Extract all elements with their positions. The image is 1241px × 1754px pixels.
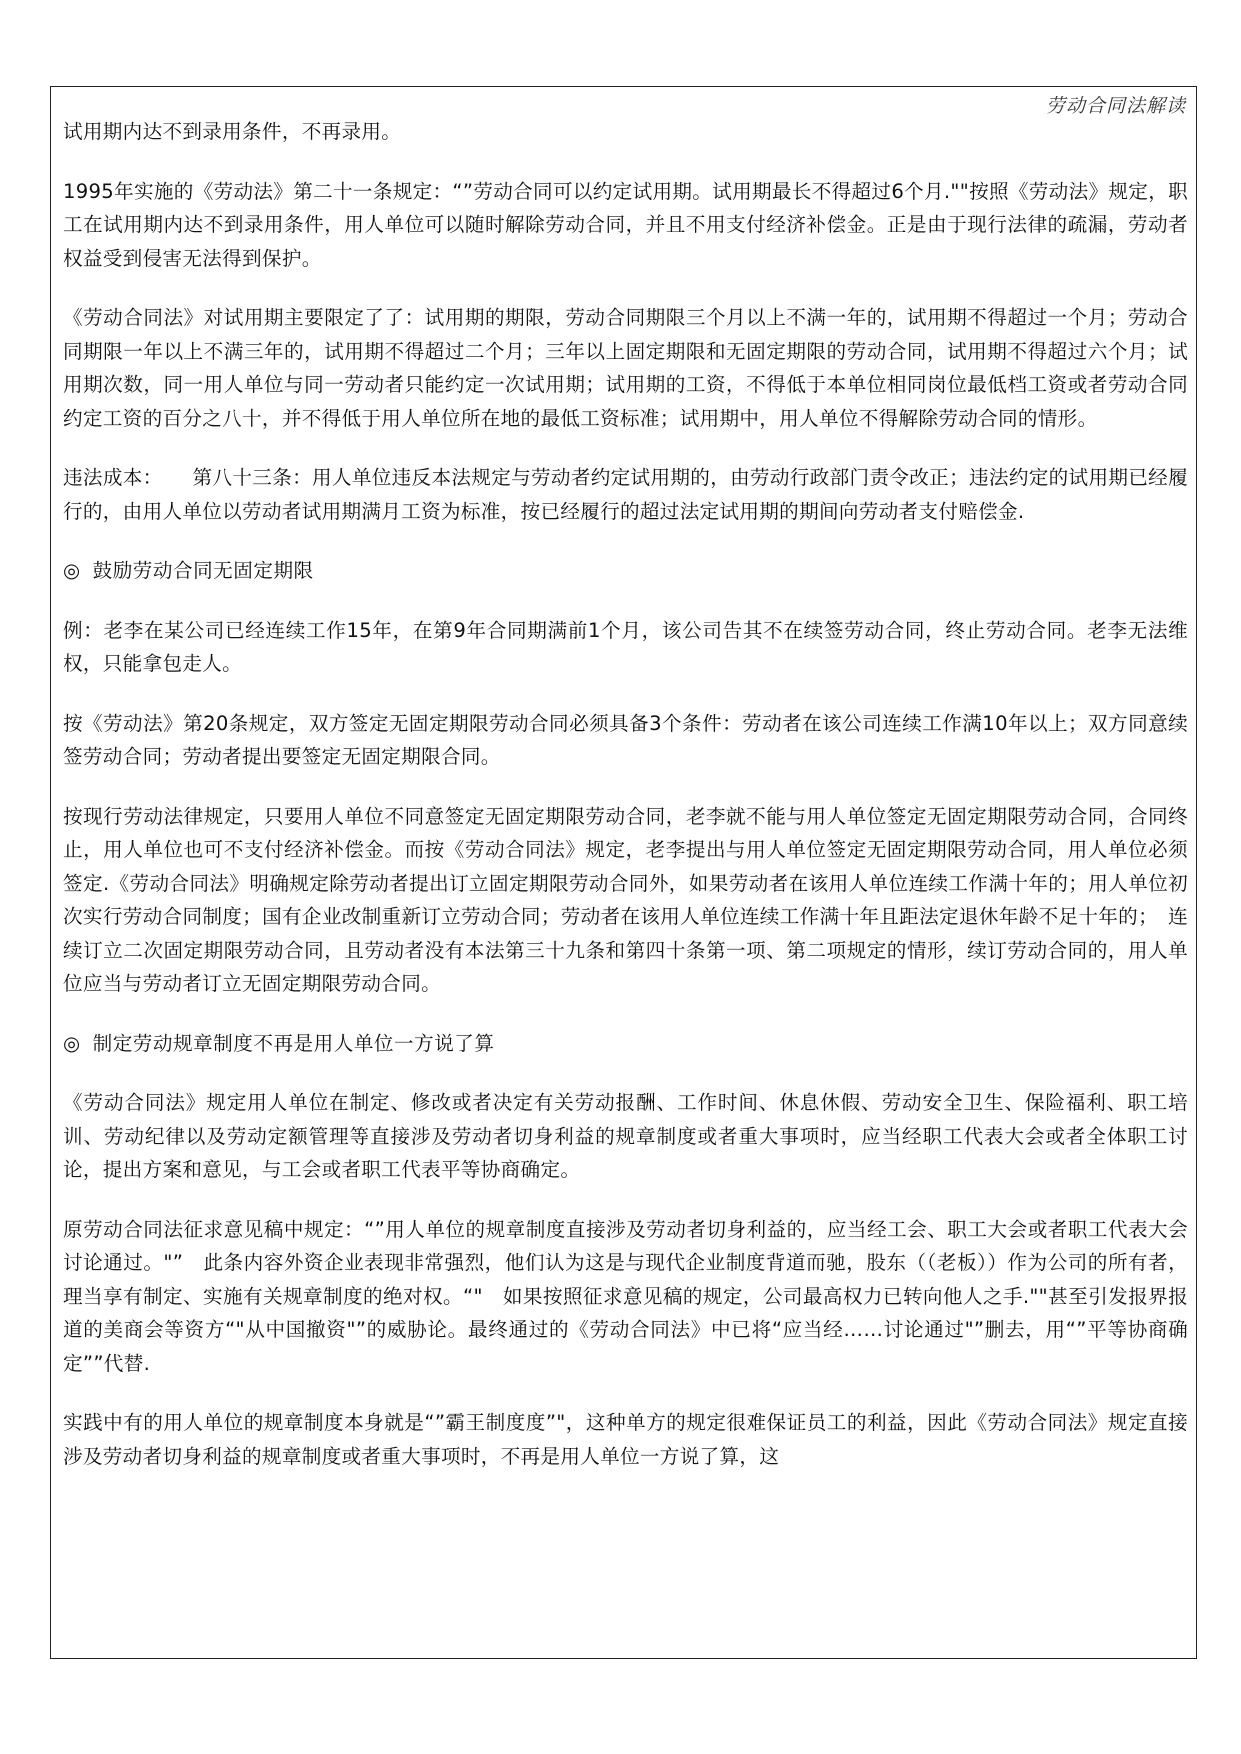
paragraph-draft-controversy: 原劳动合同法征求意见稿中规定：“”用人单位的规章制度直接涉及劳动者切身利益的，应当经工会、职工大会或者职工代表大会讨论通过。"” 此条内容外资企业表现非常强烈，他们认为这是与现代企业制度背道而驰，股东（（老板））作为公司的所有者，理当享有制定、实施有关规章制度的绝对权。“" 如果按照征求意见稿的规定，公司最高权力已转向他人之手.""甚至引发报界报道的美商会等资方“"从中国撤资"”的威胁论。最终通过的《劳动合同法》中已将“应当经……讨论通过"”删去，用“”平等协商确定””代替. <box>63 1217 1188 1375</box>
document-body <box>63 115 1188 1499</box>
paragraph-article-20: 按《劳动法》第20条规定，双方签定无固定期限劳动合同必须具备3个条件：劳动者在该公司连续工作满10年以上；双方同意续签劳动合同；劳动者提出要签定无固定期限合同。 <box>63 711 1188 768</box>
paragraph-violation-cost: 违法成本： 第八十三条：用人单位违反本法规定与劳动者约定试用期的，由劳动行政部门责令改正；违法约定的试用期已经履行的，由用人单位以劳动者试用期满月工资为标准，按已经履行的超过法定试用期的期间向劳动者支付赔偿金. <box>63 466 1188 523</box>
double-circle-bullet-icon: ◎ <box>63 559 81 582</box>
paragraph-probation-no-hire: 试用期内达不到录用条件，不再录用。 <box>63 120 402 143</box>
paragraph-unilateral-rules: 实践中有的用人单位的规章制度本身就是“”霸王制度度”"，这种单方的规定很难保证员工的利益，因此《劳动合同法》规定直接涉及劳动者切身利益的规章制度或者重大事项时，不再是用人单位一方说了算，这 <box>63 1411 1188 1468</box>
paragraph-rules-consultation: 《劳动合同法》规定用人单位在制定、修改或者决定有关劳动报酬、工作时间、休息休假、劳动安全卫生、保险福利、职工培训、劳动纪律以及劳动定额管理等直接涉及劳动者切身利益的规章制度或者重大事项时，应当经职工代表大会或者全体职工讨论，提出方案和意见，与工会或者职工代表平等协商确定。 <box>63 1091 1188 1181</box>
page-frame <box>50 86 1197 1659</box>
paragraph-labor-law-1995: 1995年实施的《劳动法》第二十一条规定：“”劳动合同可以约定试用期。试用期最长不得超过6个月.""按照《劳动法》规定，职工在试用期内达不到录用条件，用人单位可以随时解除劳动合同，并且不用支付经济补偿金。正是由于现行法律的疏漏，劳动者权益受到侵害无法得到保护。 <box>63 179 1188 270</box>
running-header-title: 劳动合同法解读 <box>1045 95 1186 117</box>
paragraph-example-lao-li: 例：老李在某公司已经连续工作15年，在第9年合同期满前1个月，该公司告其不在续签劳动合同，终止劳动合同。老李无法维权，只能拿包走人。 <box>63 618 1188 675</box>
paragraph-current-law-comparison: 按现行劳动法律规定，只要用人单位不同意签定无固定期限劳动合同，老李就不能与用人单位签定无固定期限劳动合同，合同终止，用人单位也可不支付经济补偿金。而按《劳动合同法》规定，老李提出与用人单位签定无固定期限劳动合同，用人单位必须签定.《劳动合同法》明确规定除劳动者提出订立固定期限劳动合同外，如果劳动者在该用人单位连续工作满十年的；用人单位初次实行劳动合同制度；国有企业改制重新订立劳动合同；劳动者在该用人单位连续工作满十年且距法定退休年龄不足十年的； 连续订立二次固定期限劳动合同，且劳动者没有本法第三十九条和第四十条第一项、第二项规定的情形，续订劳动合同的，用人单位应当与劳动者订立无固定期限劳动合同。 <box>63 804 1188 995</box>
section-heading-text: 制定劳动规章制度不再是用人单位一方说了算 <box>92 1031 495 1055</box>
section-heading-open-term-contract <box>63 554 1188 588</box>
double-circle-bullet-icon: ◎ <box>63 1031 81 1055</box>
section-heading-rules-making <box>63 1027 1188 1061</box>
section-heading-text: 鼓励劳动合同无固定期限 <box>92 559 314 582</box>
paragraph-probation-limits: 《劳动合同法》对试用期主要限定了了：试用期的期限，劳动合同期限三个月以上不满一年的，试用期不得超过一个月；劳动合同期限一年以上不满三年的，试用期不得超过二个月；三年以上固定期限和无固定期限的劳动合同，试用期不得超过六个月；试用期次数，同一用人单位与同一劳动者只能约定一次试用期；试用期的工资，不得低于本单位相同岗位最低档工资或者劳动合同约定工资的百分之八十，并不得低于用人单位所在地的最低工资标准；试用期中，用人单位不得解除劳动合同的情形。 <box>63 306 1188 430</box>
